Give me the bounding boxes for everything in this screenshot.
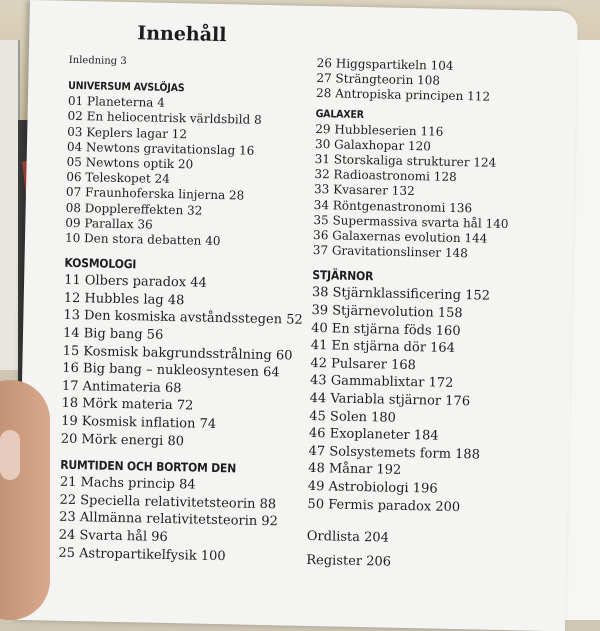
book-spine — [0, 40, 20, 370]
toc-entry: 29 Hubbleserien 116 — [315, 121, 444, 139]
toc-entry: 04 Newtons gravitationslag 16 — [66, 139, 255, 158]
toc-entry: 50 Fermis paradox 200 — [307, 496, 461, 515]
toc-entry: 19 Kosmisk inflation 74 — [61, 413, 217, 432]
intro-entry: Inledning 3 — [68, 54, 127, 68]
toc-entry: 18 Mörk materia 72 — [61, 396, 194, 414]
toc-entry: 45 Solen 180 — [309, 408, 397, 426]
toc-entry: 01 Planeterna 4 — [67, 94, 166, 111]
toc-entry: 36 Galaxernas evolution 144 — [312, 228, 488, 246]
toc-entry: 49 Astrobiologi 196 — [307, 478, 438, 497]
thumbnail — [0, 430, 20, 480]
holding-hand — [0, 380, 50, 620]
toc-entry: 25 Astropartikelfysik 100 — [58, 545, 226, 564]
toc-entry: 14 Big bang 56 — [62, 325, 164, 343]
toc-entry: 15 Kosmisk bakgrundsstrålning 60 — [62, 343, 293, 364]
contents-column-left — [58, 51, 329, 567]
toc-entry: 22 Speciella relativitetsteorin 88 — [59, 492, 277, 513]
page-title: Innehåll — [137, 22, 227, 47]
toc-entry: 46 Exoplaneter 184 — [308, 426, 439, 444]
section-heading: KOSMOLOGI — [64, 256, 137, 272]
toc-entry: 42 Pulsarer 168 — [310, 355, 417, 373]
toc-entry: 23 Allmänna relativitetsteorin 92 — [59, 510, 279, 530]
toc-entry: 03 Keplers lagar 12 — [67, 124, 188, 141]
section-heading: STJÄRNOR — [312, 268, 374, 284]
toc-entry: 16 Big bang – nukleosyntesen 64 — [62, 360, 280, 381]
section-heading: RUMTIDEN OCH BORTOM DEN — [60, 457, 237, 476]
toc-entry: 08 Dopplereffekten 32 — [65, 200, 203, 218]
toc-entry: 34 Röntgenastronomi 136 — [313, 197, 473, 215]
toc-entry: 30 Galaxhopar 120 — [314, 136, 432, 154]
toc-entry: 47 Solsystemets form 188 — [308, 443, 481, 463]
toc-entry: 44 Variabla stjärnor 176 — [309, 390, 471, 410]
contents-column-right — [306, 56, 577, 578]
toc-entry: 06 Teleskopet 24 — [66, 170, 170, 187]
section-heading: UNIVERSUM AVSLÖJAS — [68, 80, 185, 95]
toc-entry: 11 Olbers paradox 44 — [63, 273, 207, 291]
toc-entry: 41 En stjärna dör 164 — [310, 338, 456, 357]
toc-entry: 35 Supermassiva svarta hål 140 — [313, 212, 509, 231]
toc-entry: 05 Newtons optik 20 — [66, 154, 194, 172]
toc-entry: 13 Den kosmiska avståndsstegen 52 — [63, 308, 303, 329]
toc-entry: 31 Storskaliga strukturer 124 — [314, 152, 497, 170]
back-matter-entry: Register 206 — [306, 553, 392, 570]
contents-page — [17, 0, 578, 631]
section-heading: GALAXER — [315, 107, 364, 121]
toc-entry: 28 Antropiska principen 112 — [315, 86, 491, 105]
toc-entry: 38 Stjärnklassificering 152 — [311, 285, 491, 305]
toc-entry: 09 Parallax 36 — [65, 215, 153, 232]
toc-entry: 39 Stjärnevolution 158 — [311, 302, 463, 322]
toc-entry: 12 Hubbles lag 48 — [63, 290, 185, 309]
toc-entry: 21 Machs princip 84 — [59, 474, 196, 493]
toc-entry: 24 Svarta hål 96 — [58, 527, 168, 545]
toc-entry: 40 En stjärna föds 160 — [311, 320, 461, 339]
toc-entry: 17 Antimateria 68 — [61, 378, 182, 397]
back-matter — [306, 525, 567, 578]
toc-entry: 43 Gammablixtar 172 — [309, 373, 454, 392]
toc-entry: 20 Mörk energi 80 — [60, 431, 185, 449]
toc-entry: 48 Månar 192 — [308, 461, 402, 479]
toc-entry: 02 En heliocentrisk världsbild 8 — [67, 109, 262, 128]
toc-entry: 32 Radioastronomi 128 — [314, 167, 457, 185]
toc-entry: 26 Higgspartikeln 104 — [316, 56, 454, 73]
toc-entry: 27 Strängteorin 108 — [316, 71, 441, 88]
toc-entry: 07 Fraunhoferska linjerna 28 — [65, 185, 245, 203]
toc-entry: 33 Kvasarer 132 — [313, 182, 415, 199]
back-matter-entry: Ordlista 204 — [306, 529, 390, 546]
toc-entry: 37 Gravitationslinser 148 — [312, 243, 468, 261]
toc-entry: 10 Den stora debatten 40 — [64, 230, 221, 249]
